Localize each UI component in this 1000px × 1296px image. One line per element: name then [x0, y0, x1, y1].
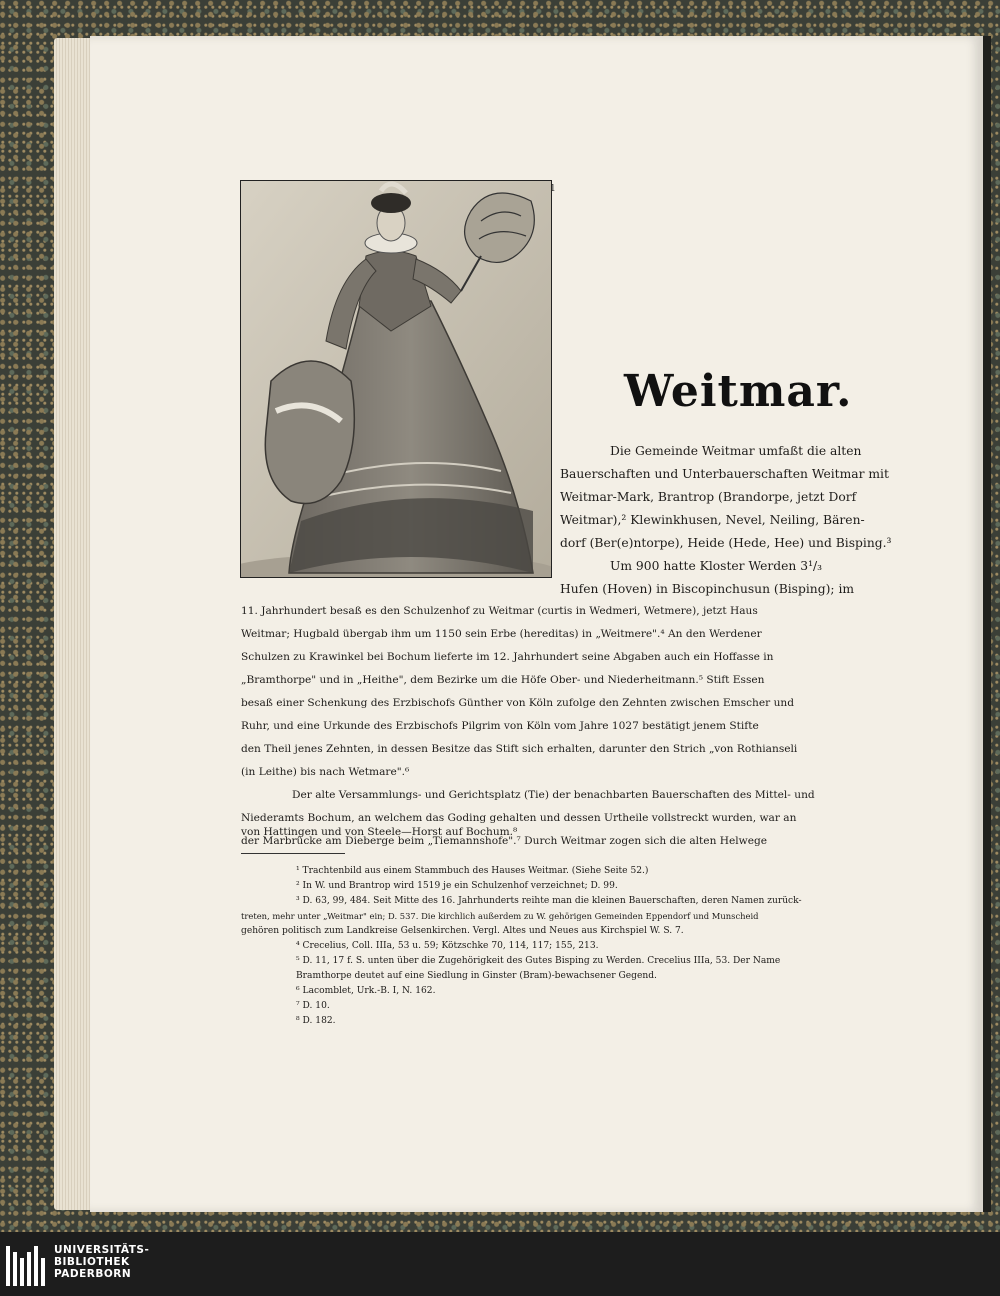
library-name-line: PADERBORN	[54, 1268, 132, 1280]
text-line: Bauerschaften und Unterbauerschaften Weitmar mit	[560, 467, 889, 481]
text-line: Hufen (Hoven) in Biscopinchusun (Bisping); im	[560, 582, 855, 596]
text-line: von Hattingen und von Steele—Horst auf Bochum.⁸	[241, 826, 518, 838]
text-line: der Marbrücke am Dieberge beim „Tiemannshofe".⁷ Durch Weitmar zogen sich die alten Helwege	[241, 835, 768, 847]
footnote: ⁵ D. 11, 17 f. S. unten über die Zugehörigkeit des Gutes Bisping zu Werden. Crecelius IIIa, 53. Der Name	[296, 956, 781, 966]
text-line: Der alte Versammlungs- und Gerichtsplatz (Tie) der benachbarten Bauerschaften des Mittel- und	[292, 789, 815, 801]
costume-illustration	[240, 180, 552, 578]
text-line: Die Gemeinde Weitmar umfaßt die alten	[610, 444, 862, 458]
footnote: Bramthorpe deutet auf eine Siedlung in Ginster (Bram)-bewachsener Gegend.	[296, 971, 657, 981]
library-name-line: BIBLIOTHEK	[54, 1256, 130, 1268]
text-line: „Bramthorpe" und in „Heithe", dem Bezirke um die Höfe Ober- und Niederheitmann.⁵ Stift Essen	[241, 674, 765, 686]
library-logo-icon	[6, 1246, 46, 1286]
footnote: ⁸ D. 182.	[296, 1016, 336, 1026]
text-line: Schulzen zu Krawinkel bei Bochum lieferte im 12. Jahrhundert seine Abgaben auch ein Hoffasse in	[241, 651, 774, 663]
text-line: besaß einer Schenkung des Erzbischofs Günther von Köln zufolge den Zehnten zwischen Emscher und	[241, 697, 795, 709]
text-line: Um 900 hatte Kloster Werden 3¹/₃	[610, 559, 823, 573]
text-line: den Theil jenes Zehnten, in dessen Besitze das Stift sich erhalten, darunter den Strich „von Rothianseli	[241, 743, 798, 755]
footnote: ³ D. 63, 99, 484. Seit Mitte des 16. Jahrhunderts reihte man die kleinen Bauerschaften, deren Namen zurück-	[296, 896, 802, 906]
footnote: gehören politisch zum Landkreise Gelsenkirchen. Vergl. Altes und Neues aus Kirchspiel W. S. 7.	[241, 926, 684, 936]
text-line: Niederamts Bochum, an welchem das Goding gehalten und dessen Urtheile vollstreckt wurden, war an	[241, 812, 797, 824]
footnote: ⁴ Crecelius, Coll. IIIa, 53 u. 59; Kötzschke 70, 114, 117; 155, 213.	[296, 941, 599, 951]
footnote-rule	[241, 853, 345, 854]
page-edges	[54, 38, 94, 1210]
text-line: Ruhr, und eine Urkunde des Erzbischofs Pilgrim von Köln vom Jahre 1027 bestätigt jenem Stifte	[241, 720, 759, 732]
text-line: Weitmar-Mark, Brantrop (Brandorpe, jetzt Dorf	[560, 490, 857, 504]
footnote: ¹ Trachtenbild aus einem Stammbuch des Hauses Weitmar. (Siehe Seite 52.)	[296, 866, 649, 876]
text-line: 11. Jahrhundert besaß es den Schulzenhof zu Weitmar (curtis in Wedmeri, Wetmere), jetzt Haus	[241, 605, 758, 617]
footnote: ² In W. und Brantrop wird 1519 je ein Schulzenhof verzeichnet; D. 99.	[296, 881, 618, 891]
footnote: treten, mehr unter „Weitmar" ein; D. 537. Die kirchlich außerdem zu W. gehörigen Gemeinden Eppendorf und Munscheid	[241, 911, 759, 921]
figure-number: 1	[550, 184, 556, 194]
text-line: (in Leithe) bis nach Wetmare".⁶	[241, 766, 410, 778]
text-line: dorf (Ber(e)ntorpe), Heide (Hede, Hee) und Bisping.³	[560, 536, 892, 550]
book-spine-edge	[983, 36, 991, 1212]
footnote: ⁶ Lacomblet, Urk.-B. I, N. 162.	[296, 986, 436, 996]
text-line: Weitmar),² Klewinkhusen, Nevel, Neiling, Bären-	[560, 513, 865, 527]
woman-figure-drawing	[241, 181, 551, 577]
library-name-line: UNIVERSITÄTS-	[54, 1244, 150, 1256]
footnote: ⁷ D. 10.	[296, 1001, 330, 1011]
text-line: Weitmar; Hugbald übergab ihm um 1150 sein Erbe (hereditas) in „Weitmere".⁴ An den Werdener	[241, 628, 762, 640]
library-footer	[0, 1232, 1000, 1296]
page-title: Weitmar.	[624, 366, 853, 417]
library-name	[54, 1244, 149, 1280]
